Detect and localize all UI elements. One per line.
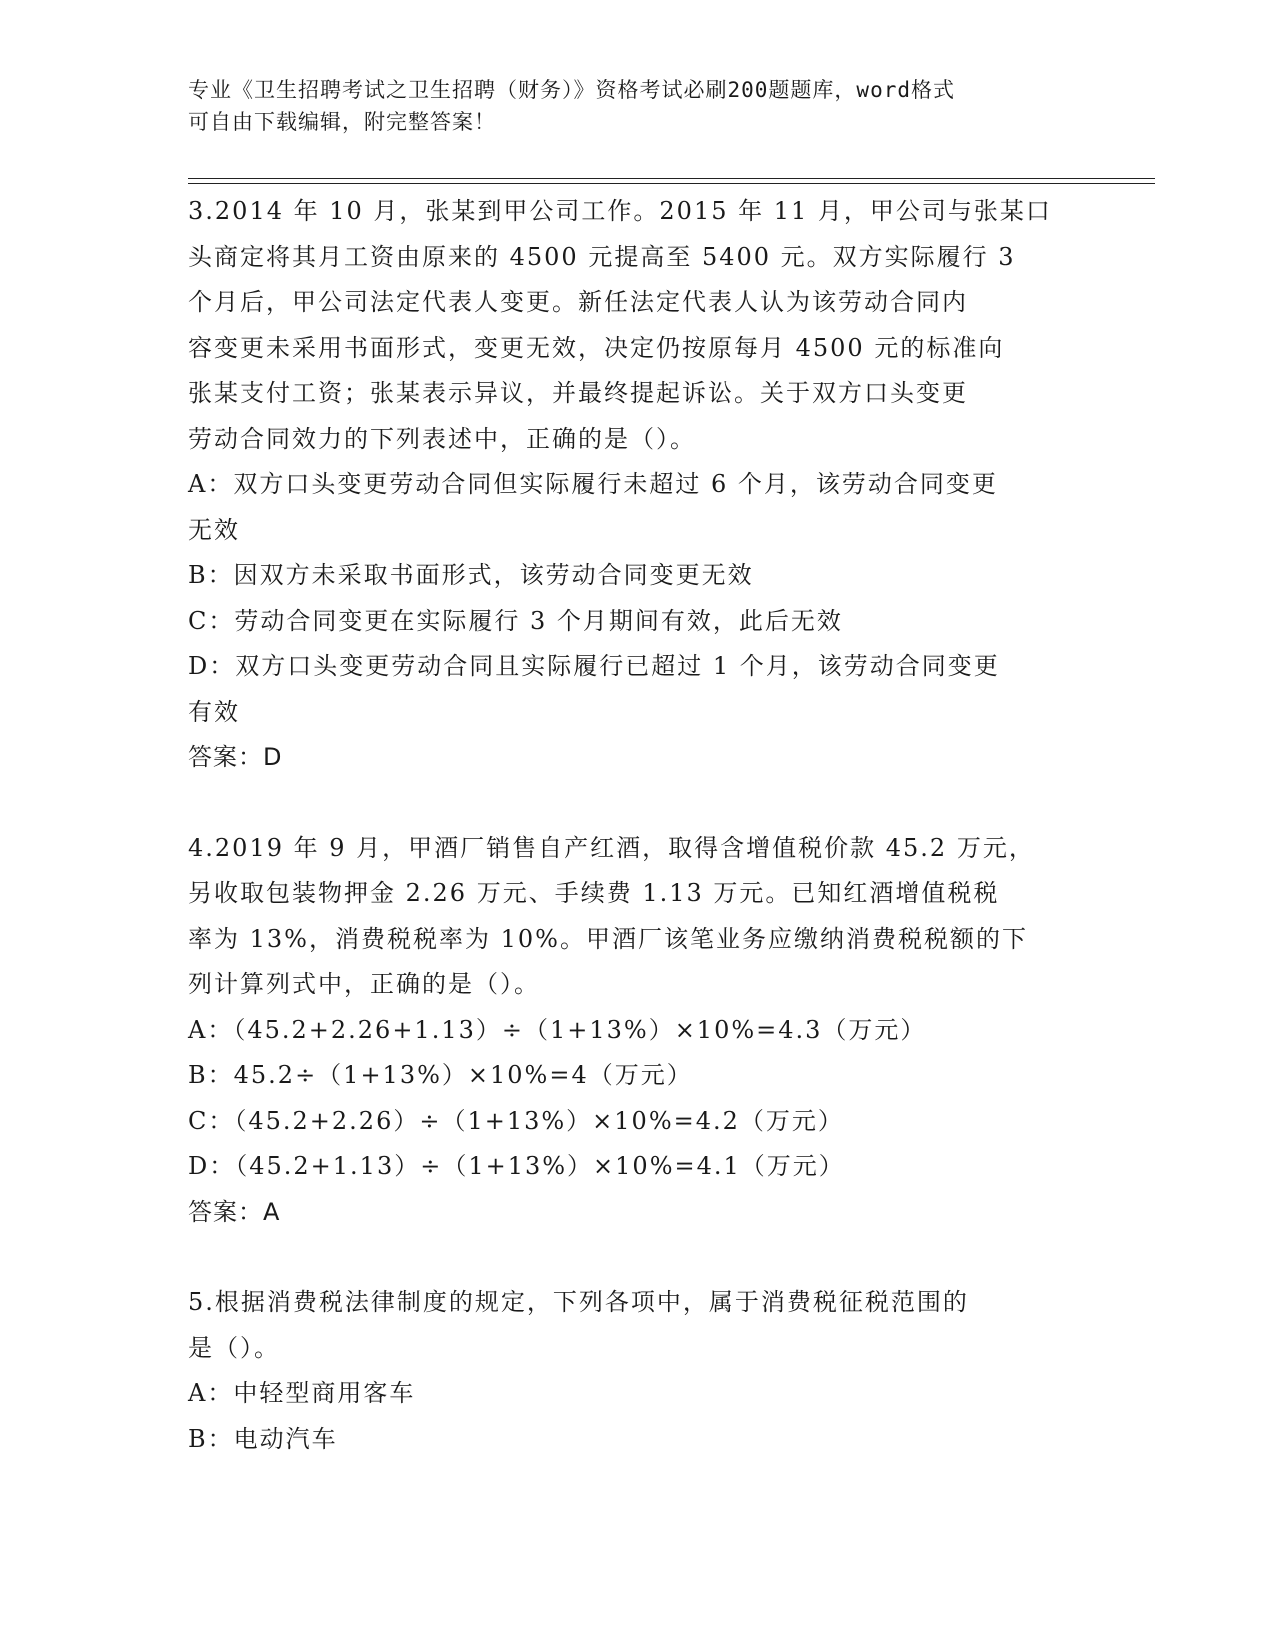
option-c-line: C：（45.2+2.26）÷（1+13%）×10%=4.2（万元） [188, 1106, 844, 1135]
option-b-line: B：电动汽车 [188, 1424, 338, 1453]
question-5 [188, 1280, 1068, 1462]
option-a-line: A：中轻型商用客车 [188, 1379, 416, 1407]
question-stem-line: 列计算列式中，正确的是（）。 [188, 970, 540, 998]
answer-label: 答案：A [188, 1197, 281, 1226]
question-stem-line: 个月后，甲公司法定代表人变更。新任法定代表人认为该劳动合同内 [188, 288, 968, 316]
option-b-line: B：因双方未采取书面形式，该劳动合同变更无效 [188, 561, 754, 589]
question-stem-line: 是（）。 [188, 1333, 280, 1362]
question-stem-line: 张某支付工资；张某表示异议，并最终提起诉讼。关于双方口头变更 [188, 379, 968, 407]
option-b-line: B：45.2÷（1+13%）×10%=4（万元） [188, 1061, 693, 1089]
document-header [188, 74, 1068, 138]
question-stem-line: 劳动合同效力的下列表述中，正确的是（）。 [188, 424, 696, 453]
option-d-line: 有效 [188, 697, 240, 726]
option-a-line: 无效 [188, 515, 240, 544]
question-spacer [188, 781, 1068, 826]
option-d-line: D：（45.2+1.13）÷（1+13%）×10%=4.1（万元） [188, 1152, 845, 1180]
header-divider-top [188, 178, 1155, 179]
question-list [188, 189, 1068, 1462]
question-stem-line: 容变更未采用书面形式，变更无效，决定仍按原每月 4500 元的标准向 [188, 333, 1005, 362]
option-a-line: A：（45.2+2.26+1.13）÷（1+13%）×10%=4.3（万元） [188, 1015, 927, 1044]
question-3 [188, 189, 1068, 781]
option-d-line: D：双方口头变更劳动合同且实际履行已超过 1 个月，该劳动合同变更 [188, 652, 1000, 680]
answer-label: 答案：D [188, 743, 283, 771]
question-stem-line: 5.根据消费税法律制度的规定，下列各项中，属于消费税征税范围的 [188, 1288, 969, 1316]
question-stem-line: 3.2014 年 10 月，张某到甲公司工作。2015 年 11 月，甲公司与张某口 [188, 197, 1052, 225]
question-spacer [188, 1235, 1068, 1280]
question-stem-line: 4.2019 年 9 月，甲酒厂销售自产红酒，取得含增值税价款 45.2 万元， [188, 833, 1035, 862]
header-title-line-1: 专业《卫生招聘考试之卫生招聘（财务）》资格考试必刷200题题库，word格式 [188, 78, 955, 102]
header-divider-bottom [188, 183, 1155, 184]
header-title-line-2: 可自由下载编辑，附完整答案！ [188, 110, 496, 134]
option-c-line: C：劳动合同变更在实际履行 3 个月期间有效，此后无效 [188, 606, 843, 635]
question-stem-line: 率为 13%，消费税税率为 10%。甲酒厂该笔业务应缴纳消费税税额的下 [188, 924, 1028, 953]
option-a-line: A：双方口头变更劳动合同但实际履行未超过 6 个月，该劳动合同变更 [188, 470, 998, 498]
question-4 [188, 826, 1068, 1236]
question-stem-line: 头商定将其月工资由原来的 4500 元提高至 5400 元。双方实际履行 3 [188, 242, 1016, 271]
question-stem-line: 另收取包装物押金 2.26 万元、手续费 1.13 万元。已知红酒增值税税 [188, 879, 1000, 907]
